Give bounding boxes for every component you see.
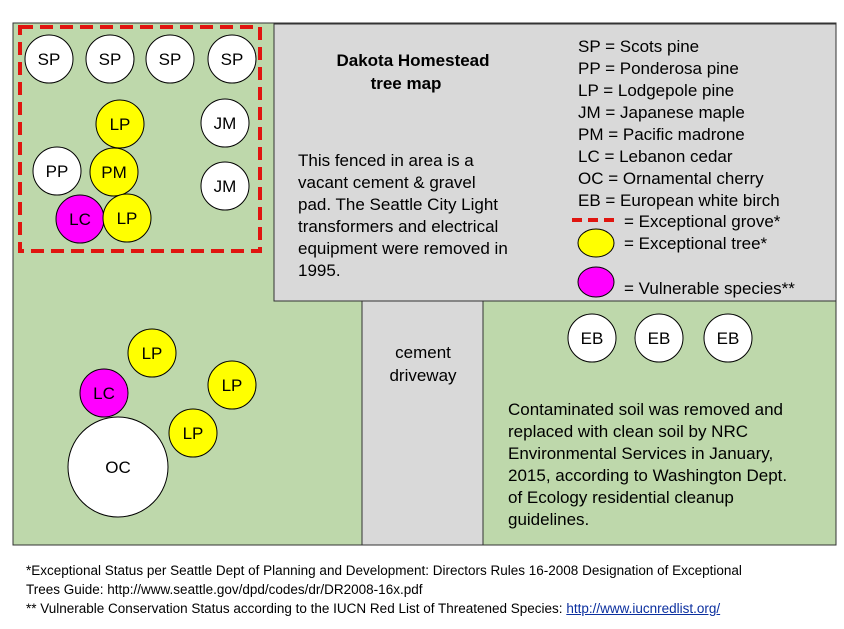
svg-text:EB: EB [580, 329, 604, 348]
soil-note-line: guidelines. [508, 510, 590, 529]
footnote-vulnerable [26, 599, 720, 618]
tree-eb [635, 314, 683, 362]
svg-text:PM: PM [101, 163, 127, 182]
fenced-note-line: equipment were removed in [298, 239, 508, 258]
soil-note-line: Environmental Services in January, [508, 444, 774, 463]
legend-species-entry: LC = Lebanon cedar [578, 147, 733, 166]
legend-species-entry: SP = Scots pine [578, 37, 700, 56]
tree-sp [208, 35, 256, 83]
map-title-line1: Dakota Homestead [336, 51, 490, 70]
tree-lc-vulnerable [80, 369, 128, 417]
tree-lp-exceptional [128, 329, 176, 377]
legend-exceptional-label: = Exceptional tree* [624, 234, 768, 253]
tree-eb [568, 314, 616, 362]
svg-text:SP: SP [158, 50, 182, 69]
fenced-note-line: pad. The Seattle City Light [298, 195, 499, 214]
svg-text:EB: EB [647, 329, 671, 348]
svg-text:LP: LP [221, 376, 243, 395]
tree-lc-vulnerable [56, 195, 104, 243]
tree-lp-exceptional [208, 361, 256, 409]
svg-text:SP: SP [98, 50, 122, 69]
tree-pp [33, 147, 81, 195]
footnote-exceptional-line2: Trees Guide: http://www.seattle.gov/dpd/codes/dr/DR2008-16x.pdf [26, 582, 423, 597]
fenced-note-line: This fenced in area is a [298, 151, 474, 170]
fenced-note-line: transformers and electrical [298, 217, 499, 236]
tree-eb [704, 314, 752, 362]
svg-text:LP: LP [116, 209, 138, 228]
legend-species-entry: PP = Ponderosa pine [578, 59, 739, 78]
driveway-label-line1: cement [395, 343, 451, 362]
footnote-exceptional-line1: *Exceptional Status per Seattle Dept of Planning and Development: Directors Rules 16-2008 Designation of Exceptional [26, 563, 742, 578]
soil-note-line: 2015, according to Washington Dept. [508, 466, 788, 485]
svg-text:LP: LP [182, 424, 204, 443]
legend-species-entry: EB = European white birch [578, 191, 780, 210]
tree-jm [201, 162, 249, 210]
fenced-note-line: 1995. [298, 261, 341, 280]
legend-exceptional-swatch [578, 229, 614, 257]
svg-text:OC: OC [105, 458, 131, 477]
tree-lp-exceptional [96, 100, 144, 148]
svg-text:JM: JM [213, 177, 237, 196]
tree-sp [25, 35, 73, 83]
tree-oc [68, 417, 168, 517]
soil-note-line: replaced with clean soil by NRC [508, 422, 748, 441]
soil-note-line: Contaminated soil was removed and [508, 400, 783, 419]
svg-text:JM: JM [213, 114, 237, 133]
legend-species-entry: LP = Lodgepole pine [578, 81, 735, 100]
svg-text:LP: LP [141, 344, 163, 363]
svg-text:PP: PP [45, 162, 69, 181]
legend-species-entry: JM = Japanese maple [578, 103, 745, 122]
legend-species-entry: OC = Ornamental cherry [578, 169, 764, 188]
tree-sp [146, 35, 194, 83]
tree-pm-exceptional [90, 148, 138, 196]
legend-vulnerable-swatch [578, 267, 614, 297]
fenced-note-line: vacant cement & gravel [298, 173, 476, 192]
svg-text:LP: LP [109, 115, 131, 134]
tree-lp-exceptional [103, 194, 151, 242]
svg-text:EB: EB [716, 329, 740, 348]
tree-lp-exceptional [169, 409, 217, 457]
svg-text:SP: SP [220, 50, 244, 69]
legend-grove-label: = Exceptional grove* [624, 212, 781, 231]
legend-vulnerable-label: = Vulnerable species** [624, 279, 795, 298]
footnote-vulnerable-text: ** Vulnerable Conservation Status according to the IUCN Red List of Threatened Species: [26, 601, 567, 616]
legend-species-entry: PM = Pacific madrone [578, 125, 745, 144]
tree-sp [86, 35, 134, 83]
svg-text:LC: LC [69, 210, 91, 229]
soil-note-line: of Ecology residential cleanup [508, 488, 734, 507]
svg-text:LC: LC [93, 384, 115, 403]
driveway-label-line2: driveway [389, 366, 457, 385]
tree-jm [201, 99, 249, 147]
svg-text:SP: SP [37, 50, 61, 69]
iucn-red-list-link[interactable]: http://www.iucnredlist.org/ [566, 601, 721, 616]
cement-driveway [362, 301, 483, 545]
map-title-line2: tree map [370, 74, 442, 93]
